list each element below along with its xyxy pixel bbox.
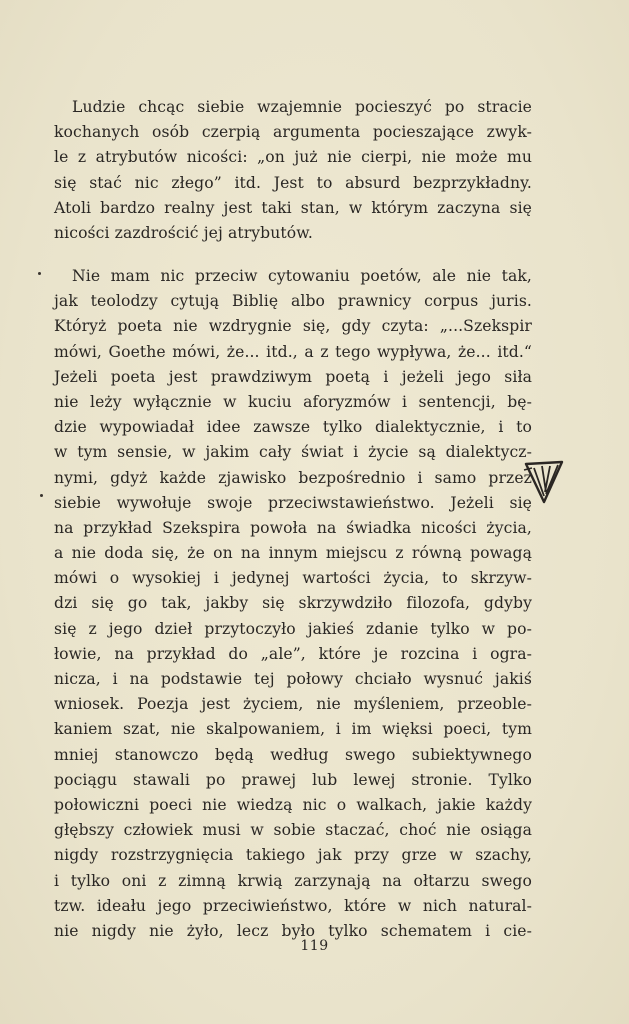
text-line: mówi o wysokiej i jedynej wartości życia, to skrzyw-: [54, 569, 532, 588]
text-line: na przykład Szekspira powoła na świadka nicości życia,: [54, 518, 532, 537]
text-line: wniosek. Poezja jest życiem, nie myśleniem, przeoble-: [54, 695, 532, 714]
text-line: łowie, na przykład do „ale”, które je rozcina i ogra-: [54, 644, 532, 663]
text-line: głębszy człowiek musi w sobie staczać, choć nie osiąga: [54, 821, 532, 840]
text-line: mniej stanowczo będą według swego subiektywnego: [54, 745, 532, 764]
text-line: mówi, Goethe mówi, że... itd., a z tego wypływa, że... itd.“: [54, 342, 532, 361]
text-line: Ludzie chcąc siebie wzajemnie pocieszyć po stracie: [72, 98, 532, 116]
paragraph-2: [54, 264, 532, 944]
text-line: się z jego dzieł przytoczyło jakieś zdanie tylko w po-: [54, 619, 532, 638]
paragraph-1: [54, 95, 532, 246]
text-line: nymi, gdyż każde zjawisko bezpośrednio i samo przez: [54, 468, 532, 487]
text-line: Nie mam nic przeciw cytowaniu poetów, ale nie tak,: [72, 267, 532, 285]
text-line: Któryż poeta nie wzdrygnie się, gdy czyta: „...Szekspir: [54, 317, 532, 336]
text-line: Jeżeli poeta jest prawdziwym poetą i jeżeli jego siła: [54, 367, 532, 386]
text-line: i tylko oni z zimną krwią zarzynają na ołtarzu swego: [54, 871, 532, 890]
text-line: tzw. ideału jego przeciwieństwo, które w nich natural-: [54, 896, 532, 915]
handwritten-margin-mark-icon: [520, 456, 568, 508]
text-line: nicza, i na podstawie tej połowy chciało wysnuć jakiś: [54, 670, 532, 688]
text-line: kaniem szat, nie skalpowaniem, i im więksi poeci, tym: [54, 720, 532, 739]
page-number: 119: [300, 938, 329, 954]
text-line: kochanych osób czerpią argumenta pocieszające zwyk-: [54, 123, 532, 142]
text-line: pociągu stawali po prawej lub lewej stronie. Tylko: [54, 770, 532, 789]
text-line: dzie wypowiadał idee zawsze tylko dialektycznie, i to: [54, 418, 532, 437]
text-line: nicości zazdrościć jej atrybutów.: [54, 223, 313, 242]
text-line: nie nigdy nie żyło, lecz było tylko schematem i cie-: [54, 921, 532, 940]
text-line: le z atrybutów nicości: „on już nie cierpi, nie może mu: [54, 148, 532, 167]
text-line: w tym sensie, w jakim cały świat i życie są dialektycz-: [54, 443, 532, 462]
text-line: połowiczni poeci nie wiedzą nic o walkach, jakie każdy: [54, 795, 532, 814]
text-line: siebie wywołuje swoje przeciwstawieństwo. Jeżeli się: [54, 493, 532, 512]
text-line: dzi się go tak, jakby się skrzywdziło filozofa, gdyby: [54, 594, 532, 613]
text-line: Atoli bardzo realny jest taki stan, w którym zaczyna się: [54, 198, 532, 217]
text-line: a nie doda się, że on na innym miejscu z równą powagą: [54, 544, 532, 563]
text-line: jak teolodzy cytują Biblię albo prawnicy corpus juris.: [54, 292, 532, 311]
text-line: nigdy rozstrzygnięcia takiego jak przy grze w szachy,: [54, 846, 532, 865]
margin-dot: [38, 272, 41, 275]
text-line: nie leży wyłącznie w kuciu aforyzmów i sentencji, bę-: [54, 392, 532, 411]
margin-dot: [40, 494, 43, 497]
text-line: się stać nic złego” itd. Jest to absurd bezprzykładny.: [54, 173, 532, 192]
